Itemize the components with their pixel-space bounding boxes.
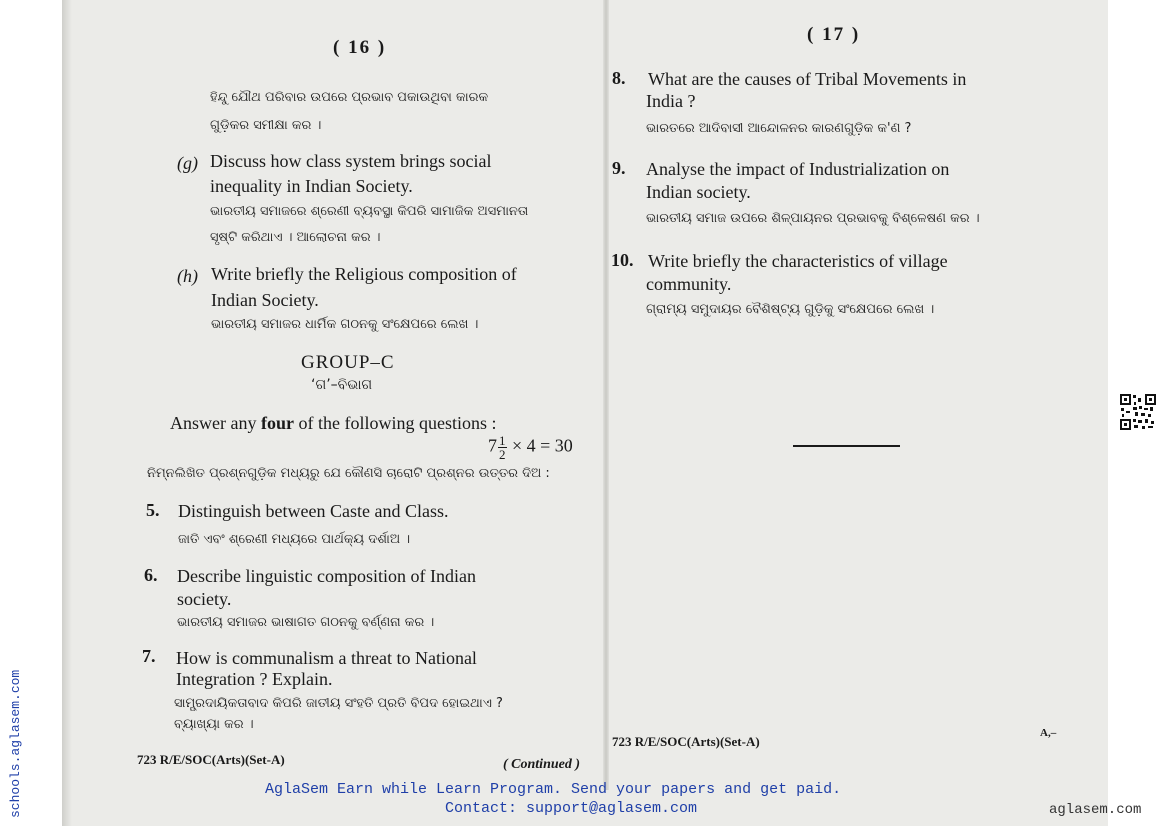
left-page-number: ( 16 )	[333, 37, 387, 58]
question-g-text-2: inequality in Indian Society.	[210, 176, 413, 196]
q6-odia: ଭାରତୀୟ ସମାଜର ଭାଷାଗତ ଗଠନକୁ ବର୍ଣ୍ଣନା କର ।	[177, 615, 435, 630]
q6-text-1: Describe linguistic composition of Indian	[177, 566, 476, 586]
question-h-label: (h)	[177, 266, 198, 286]
qr-code-icon	[1119, 393, 1157, 431]
q10-odia: ଗ୍ରାମ୍ୟ ସମୁଦାୟର ବୈଶିଷ୍ଟ୍ୟ ଗୁଡ଼ିକୁ ସଂକ୍ଷେପରେ ଲେଖ ।	[646, 302, 935, 317]
question-g-odia-1: ଭାରତୀୟ ସମାଜରେ ଶ୍ରେଣୀ ବ୍ୟବସ୍ଥା କିପରି ସାମାଜିକ ଅସମାନତା	[210, 204, 529, 219]
q7-text-2: Integration ? Explain.	[176, 669, 333, 689]
q6-number: 6.	[144, 565, 158, 585]
q8-text-1: What are the causes of Tribal Movements in	[648, 69, 967, 89]
q10-text-1: Write briefly the characteristics of village	[648, 251, 948, 271]
footer-contact-link[interactable]: Contact: support@aglasem.com	[445, 800, 698, 817]
question-g-odia-2: ସୃଷ୍ଟି କରିଥାଏ । ଆଲୋଚନା କର ।	[210, 230, 381, 245]
group-c-odia: ‘ଗ’–ବିଭାଗ	[311, 377, 373, 393]
scan-shadow	[62, 0, 72, 826]
question-g-label: (g)	[177, 153, 198, 173]
q10-text-2: community.	[646, 274, 732, 294]
left-paper-code: 723 R/E/SOC(Arts)(Set-A)	[137, 752, 285, 767]
q5-number: 5.	[146, 500, 160, 520]
marks-fraction: $\frac{1}{2}$	[499, 433, 506, 462]
q7-number: 7.	[142, 646, 156, 666]
group-c-title: GROUP–C	[301, 352, 395, 373]
question-h-text-1: Write briefly the Religious composition of	[211, 264, 517, 284]
continued-label: ( Continued )	[503, 757, 581, 772]
q7-odia-2: ବ୍ୟାଖ୍ୟା କର ।	[174, 717, 254, 732]
right-page-number: ( 17 )	[807, 24, 861, 45]
question-h-odia-1: ଭାରତୀୟ ସମାଜର ଧାର୍ମିକ ଗଠନକୁ ସଂକ୍ଷେପରେ ଲେଖ ।	[211, 317, 479, 332]
q10-number: 10.	[611, 250, 634, 270]
vertical-site-watermark[interactable]: schools.aglasem.com	[8, 669, 23, 818]
group-c-instruction-odia: ନିମ୍ନଲିଖିତ ପ୍ରଶ୍ନଗୁଡ଼ିକ ମଧ୍ୟରୁ ଯେ କୌଣସି ଚାରୋଟି ପ୍ରଶ୍ନର ଉତ୍ତର ଦିଅ :	[147, 466, 550, 481]
continued-odia-line-2: ଗୁଡ଼ିକର ସମୀକ୍ଷା କର ।	[210, 118, 322, 133]
footer-program-text: AglaSem Earn while Learn Program. Send your papers and get paid.	[265, 781, 842, 798]
q8-odia: ଭାରତରେ ଆଦିବାସୀ ଆନ୍ଦୋଳନର କାରଣଗୁଡ଼ିକ କ'ଣ ?	[646, 121, 912, 136]
q5-text: Distinguish between Caste and Class.	[178, 501, 449, 521]
q9-text-2: Indian society.	[646, 182, 751, 202]
continued-odia-line-1: ହିନ୍ଦୁ ଯୌଥ ପରିବାର ଉପରେ ପ୍ରଭାବ ପକାଉଥିବା କାରକ	[210, 90, 489, 105]
end-of-paper-rule	[793, 445, 900, 447]
q9-number: 9.	[612, 158, 626, 178]
question-g-text-1: Discuss how class system brings social	[210, 151, 492, 171]
group-c-instruction: Answer any four of the following questions :	[170, 413, 497, 433]
question-h-text-2: Indian Society.	[211, 290, 319, 310]
q7-text-1: How is communalism a threat to National	[176, 648, 477, 668]
right-paper-code: 723 R/E/SOC(Arts)(Set-A)	[612, 734, 760, 749]
q6-text-2: society.	[177, 589, 232, 609]
marks-scheme: 7 $\frac{1}{2}$ × 4 = 30	[488, 433, 573, 462]
page-marker: A,–	[1040, 727, 1057, 739]
q7-odia-1: ସାମ୍ପ୍ରଦାୟିକତାବାଦ କିପରି ଜାତୀୟ ସଂହତି ପ୍ରତି ବିପଦ ହୋଇଥାଏ ?	[174, 696, 503, 711]
page-gutter	[603, 0, 609, 790]
site-watermark[interactable]: aglasem.com	[1049, 802, 1142, 818]
q5-odia: ଜାତି ଏବଂ ଶ୍ରେଣୀ ମଧ୍ୟରେ ପାର୍ଥକ୍ୟ ଦର୍ଶାଅ ।	[178, 532, 411, 547]
q8-text-2: India ?	[646, 91, 696, 111]
q9-odia: ଭାରତୀୟ ସମାଜ ଉପରେ ଶିଳ୍ପାୟନର ପ୍ରଭାବକୁ ବିଶ୍ଳେଷଣ କର ।	[646, 211, 980, 226]
q9-text-1: Analyse the impact of Industrialization on	[646, 159, 950, 179]
q8-number: 8.	[612, 68, 626, 88]
